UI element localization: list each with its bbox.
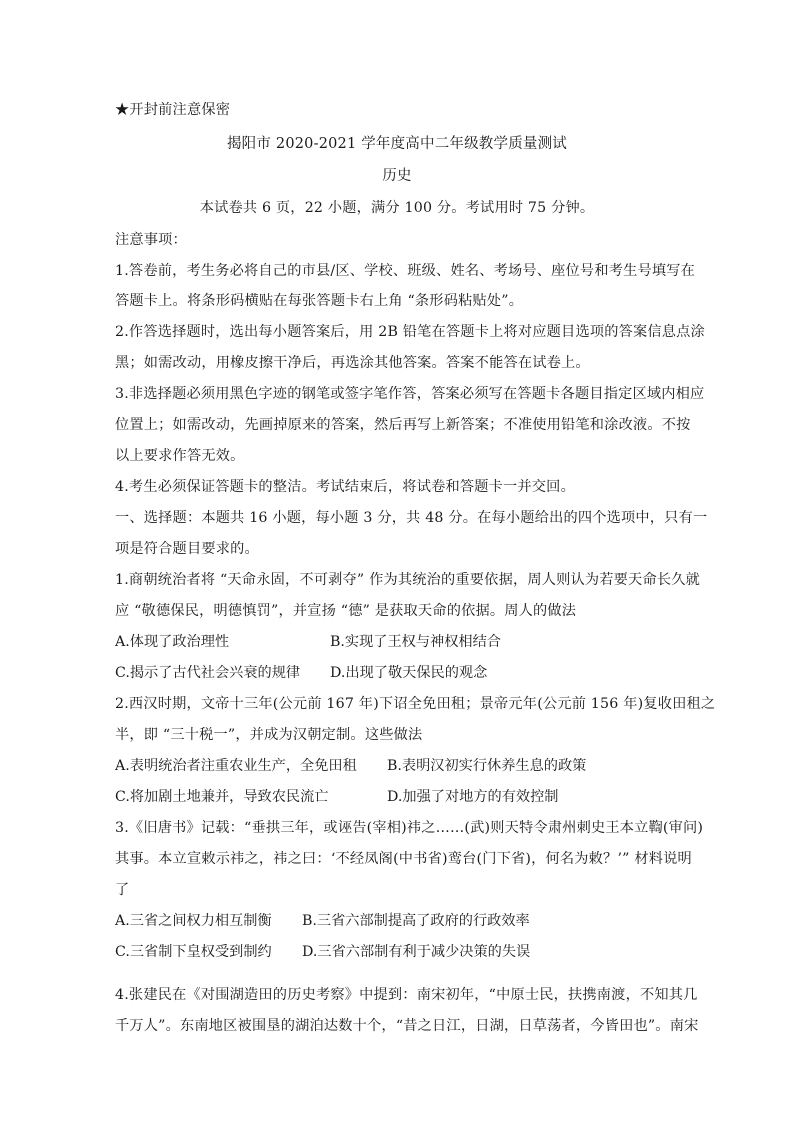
option-d: D.三省六部制有利于减少决策的失误: [302, 944, 531, 960]
notes-line: 位置上；如需改动，先画掉原来的答案，然后再写上新答案；不准使用铅笔和涂改液。不按: [115, 417, 691, 433]
notes-line: 1.答卷前，考生务必将自己的市县/区、学校、班级、姓名、考场号、座位号和考生号填写在: [115, 263, 696, 279]
exam-title: 揭阳市 2020-2021 学年度高中二年级教学质量测试: [226, 136, 568, 152]
question-stem: 应 “敬德保民，明德慎罚”，并宣扬 “德” 是获取天命的依据。周人的做法: [115, 603, 577, 619]
question-stem: 千万人”。东南地区被围垦的湖泊达数十个，“昔之日江，日湖，日草荡者，今皆田也”。南宋: [115, 1018, 699, 1034]
option-b: B.表明汉初实行休养生息的政策: [387, 758, 587, 774]
option-c: C.三省制下皇权受到制约: [115, 944, 272, 960]
question-stem: 1.商朝统治者将 “天命永固，不可剥夺” 作为其统治的重要依据，周人则认为若要天命长久就: [115, 572, 700, 588]
option-d: D.出现了敬天保民的观念: [330, 665, 488, 681]
option-b: B.三省六部制提高了政府的行政效率: [302, 913, 530, 929]
question-stem: 3.《旧唐书》记载：“垂拱三年，或诬告(宰相)祎之……(武)则天特令肃州刺史王本立鞫(审问): [115, 820, 704, 836]
section-heading: 一、选择题：本题共 16 小题，每小题 3 分，共 48 分。在每小题给出的四个选项中，只有一: [115, 510, 708, 526]
question-stem: 2.西汉时期，文帝十三年(公元前 167 年)下诏全免田租；景帝元年(公元前 156 年)复收田租之: [115, 696, 716, 712]
exam-info: 本试卷共 6 页，22 小题，满分 100 分。考试用时 75 分钟。: [199, 200, 595, 216]
notes-line: 答题卡上。将条形码横贴在每张答题卡右上角 “条形码粘贴处”。: [115, 293, 524, 309]
option-d: D.加强了对地方的有效控制: [387, 789, 559, 805]
option-a: A.体现了政治理性: [115, 634, 230, 650]
section-heading: 项是符合题目要求的。: [115, 541, 259, 557]
notes-line: 4.考生必须保证答题卡的整洁。考试结束后，将试卷和答题卡一并交回。: [115, 479, 575, 495]
option-a: A.三省之间权力相互制衡: [115, 913, 272, 929]
notes-line: 3.非选择题必须用黑色字迹的钢笔或签字笔作答，答案必须写在答题卡各题目指定区域内相应: [115, 386, 705, 402]
notes-line: 以上要求作答无效。: [115, 448, 245, 464]
notes-line: 黑；如需改动，用橡皮擦干净后，再选涂其他答案。答案不能答在试卷上。: [115, 355, 590, 371]
option-c: C.将加剧土地兼并，导致农民流亡: [115, 789, 329, 805]
option-c: C.揭示了古代社会兴衰的规律: [115, 665, 301, 681]
question-stem: 了: [115, 882, 130, 898]
option-a: A.表明统治者注重农业生产，全免田租: [115, 758, 357, 774]
option-b: B.实现了王权与神权相结合: [330, 634, 501, 650]
exam-subject: 历史: [382, 168, 412, 184]
question-stem: 半，即 “三十税一”，并成为汉朝定制。这些做法: [115, 727, 423, 743]
question-stem: 其事。本立宣敕示祎之，祎之曰：‘不经凤阁(中书省)鸾台(门下省)，何名为敕？’” 材料说明: [115, 851, 692, 867]
notes-line: 2.作答选择题时，选出每小题答案后，用 2B 铅笔在答题卡上将对应题目选项的答案信息点涂: [115, 324, 705, 340]
question-stem: 4.张建民在《对围湖造田的历史考察》中提到：南宋初年，“中原士民，扶携南渡，不知其几: [115, 987, 698, 1003]
confidential-note: ★开封前注意保密: [115, 102, 231, 118]
notes-heading: 注意事项：: [115, 232, 187, 248]
